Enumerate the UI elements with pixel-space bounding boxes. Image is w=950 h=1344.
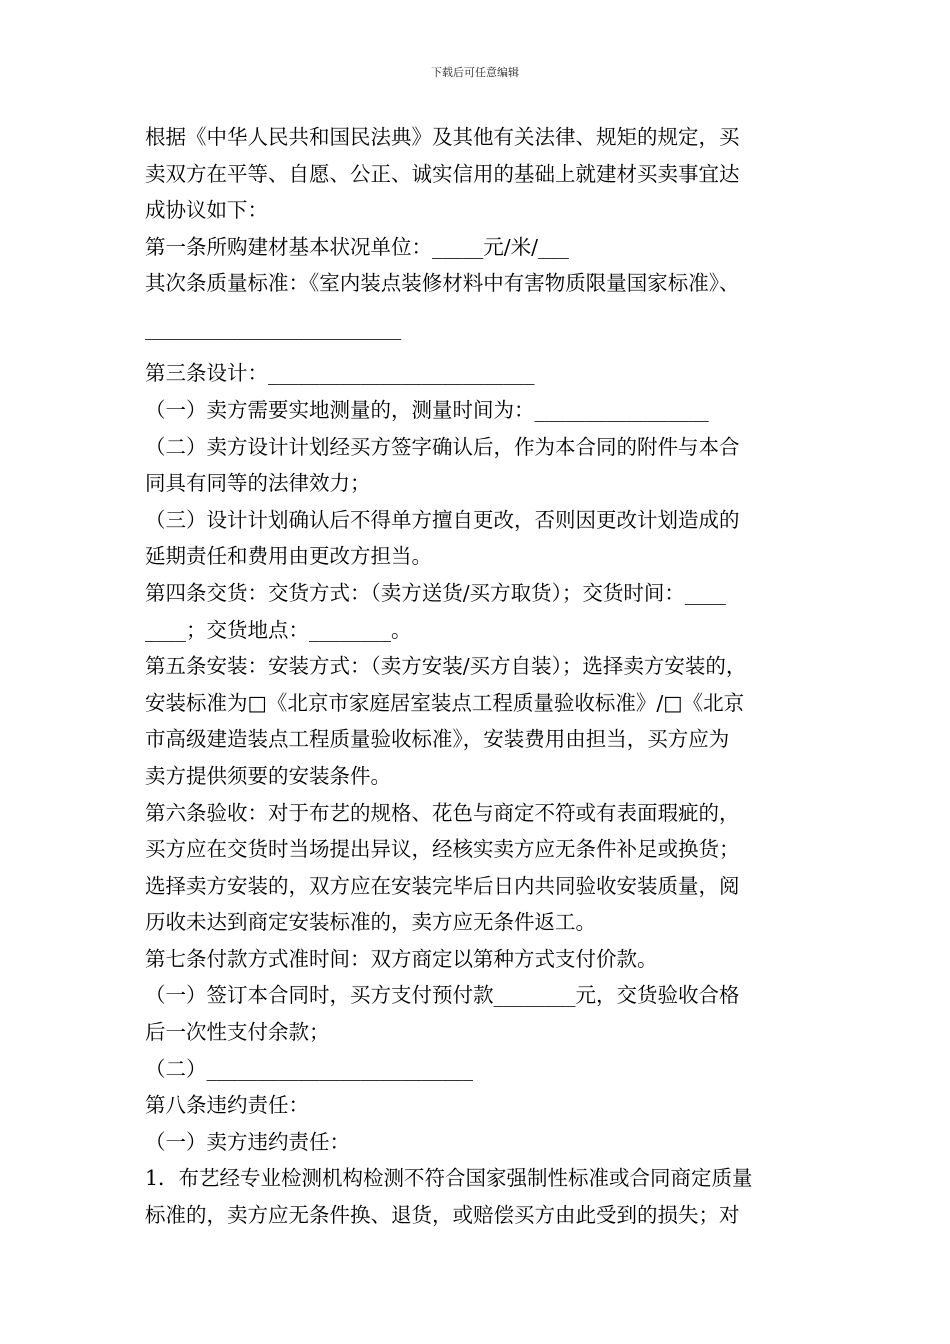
text-line: 第五条安装：安装方式：（卖方安装/买方自装）；选择卖方安装的， [145, 654, 747, 679]
text-line: 第七条付款方式准时间：双方商定以第种方式支付价款。 [145, 946, 658, 971]
text-line: （三）设计计划确认后不得单方擅自更改，否则因更改计划造成的 [145, 507, 740, 532]
text-line: 第四条交货：交货方式：（卖方送货/买方取货）；交货时间：____ [145, 580, 726, 605]
text-line: 1．布艺经专业检测机构检测不符合国家强制性标准或合同商定质量 [145, 1166, 753, 1191]
text-line: 安装标准为□《北京市家庭居室装点工程质量验收标准》/□《北京 [145, 690, 745, 715]
text-line: 第一条所购建材基本状况单位：_____元/米/___ [145, 234, 569, 259]
text-line: 卖方提供须要的安装条件。 [145, 763, 391, 788]
text-line: 根据《中华人民共和国民法典》及其他有关法律、规矩的规定，买 [145, 125, 740, 149]
text-line: （一）卖方违约责任： [145, 1129, 350, 1154]
text-line: 卖双方在平等、自愿、公正、诚实信用的基础上就建材买卖事宜达 [145, 161, 740, 186]
text-line: _________________________ [145, 316, 402, 341]
text-line: （二）卖方设计计划经买方签字确认后，作为本合同的附件与本合 [145, 434, 740, 459]
text-line: ____；交货地点：________。 [145, 617, 412, 642]
text-line: （一）卖方需要实地测量的，测量时间为：_________________ [145, 397, 709, 422]
text-line: 第三条设计：__________________________ [145, 361, 535, 386]
text-line: （一）签订本合同时，买方支付预付款________元，交货验收合格 [145, 983, 740, 1008]
text-line: 第六条验收：对于布艺的规格、花色与商定不符或有表面瑕疵的， [145, 800, 740, 825]
text-line: 标准的，卖方应无条件换、退货，或赔偿买方由此受到的损失；对 [145, 1203, 740, 1228]
text-line: 同具有同等的法律效力； [145, 471, 371, 496]
text-line: 后一次性支付余款； [145, 1020, 330, 1045]
text-line: （二）__________________________ [145, 1056, 473, 1081]
page-header-note: 下载后可任意编辑 [431, 66, 519, 79]
text-line: 历收未达到商定安装标准的，卖方应无条件返工。 [145, 910, 596, 935]
text-line: 其次条质量标准：《室内装点装修材料中有害物质限量国家标准》、 [145, 271, 740, 296]
text-line: 市高级建造装点工程质量验收标准》，安装费用由担当，买方应为 [145, 727, 730, 752]
text-line: 成协议如下： [145, 198, 268, 223]
text-line: 买方应在交货时当场提出异议，经核实卖方应无条件补足或换货； [145, 837, 740, 862]
text-line: 第八条违约责任： [145, 1093, 309, 1118]
text-line: 选择卖方安装的，双方应在安装完毕后日内共同验收安装质量，阅 [145, 873, 740, 898]
text-line: 延期责任和费用由更改方担当。 [145, 544, 432, 569]
document-body [145, 119, 813, 1234]
